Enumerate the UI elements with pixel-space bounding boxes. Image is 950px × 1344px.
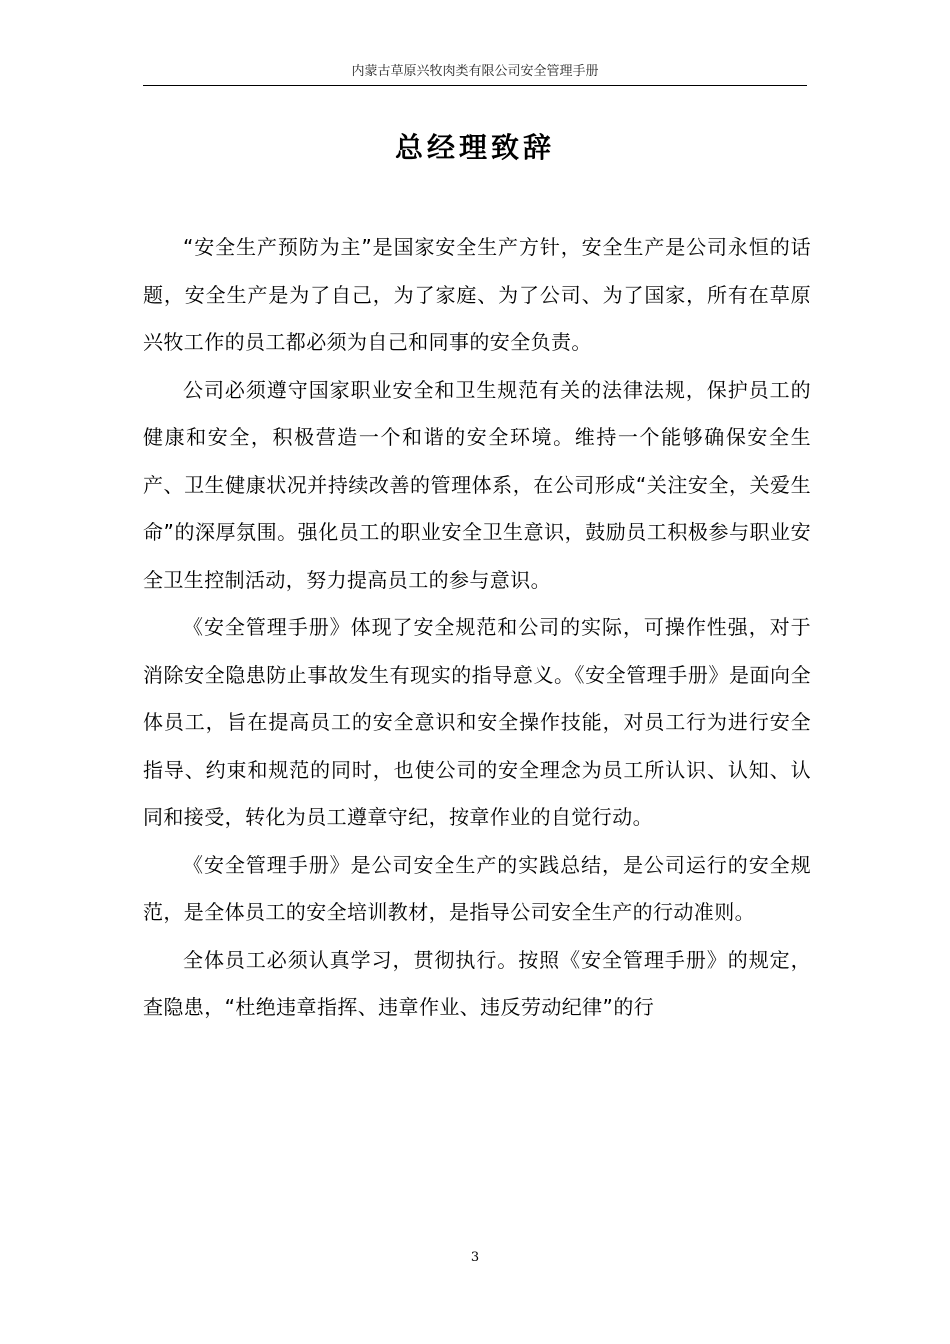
page-title: 总经理致辞 [394,131,555,164]
paragraph: 《安全管理手册》是公司安全生产的实践总结，是公司运行的安全规范，是全体员工的安全培训教材，是指导公司安全生产的行动准则。 [143,852,811,924]
header-divider [143,85,807,86]
paragraph: 《安全管理手册》体现了安全规范和公司的实际，可操作性强，对于消除安全隐患防止事故发生有现实的指导意义。《安全管理手册》是面向全体员工，旨在提高员工的安全意识和安全操作技能，对员工行为进行安全指导、约束和规范的同时，也使公司的安全理念为员工所认识、认知、认同和接受，转化为员工遵章守纪，按章作业的自觉行动。 [143,615,811,829]
paragraph: 全体员工必须认真学习，贯彻执行。按照《安全管理手册》的规定，查隐患，“杜绝违章指挥、违章作业、违反劳动纪律”的行 [143,947,811,1019]
paragraph: “安全生产预防为主”是国家安全生产方针，安全生产是公司永恒的话题，安全生产是为了自己，为了家庭、为了公司、为了国家，所有在草原兴牧工作的员工都必须为自己和同事的安全负责。 [143,235,811,354]
page-number: 3 [470,1250,480,1265]
running-header: 内蒙古草原兴牧肉类有限公司安全管理手册 [351,64,599,79]
body-text [143,224,811,1032]
paragraph: 公司必须遵守国家职业安全和卫生规范有关的法律法规，保护员工的健康和安全，积极营造一个和谐的安全环境。维持一个能够确保安全生产、卫生健康状况并持续改善的管理体系，在公司形成“关注安全，关爱生命”的深厚氛围。强化员工的职业安全卫生意识，鼓励员工积极参与职业安全卫生控制活动，努力提高员工的参与意识。 [143,377,811,592]
